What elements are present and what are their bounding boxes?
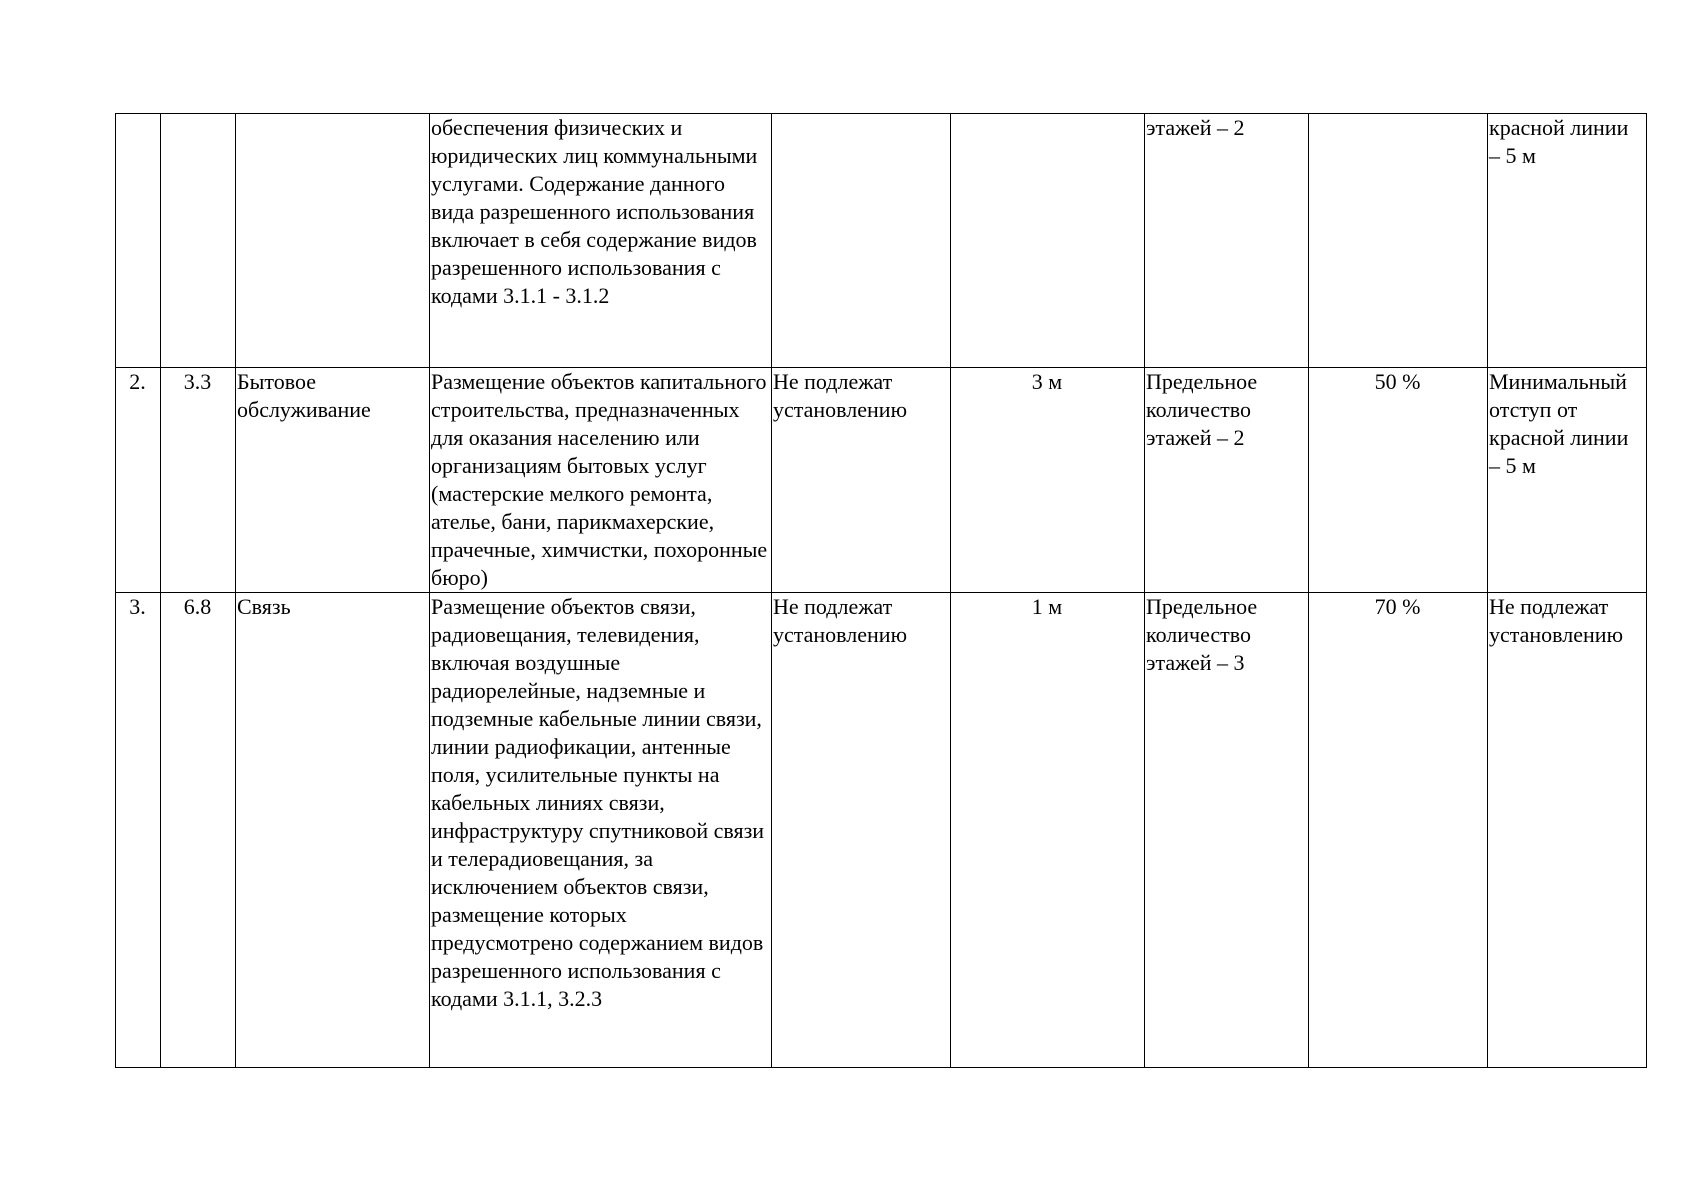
setback-cell: Не подлежат установлению	[1488, 593, 1647, 1068]
use-description-cell: обеспечения физических и юридических лиц коммунальными услугами. Содержание данного вида разрешенного использования включает в себя содержание видов разрешенного использования с кодами 3.1.1 - 3.1.2	[430, 114, 772, 368]
max-height-cell: 3 м	[951, 368, 1145, 593]
coverage-cell	[1309, 114, 1488, 368]
max-floors-cell: этажей – 2	[1145, 114, 1309, 368]
table-row	[116, 368, 1647, 593]
use-name-cell: Бытовое обслуживание	[236, 368, 430, 593]
min-area-cell: Не подлежат установлению	[772, 593, 951, 1068]
use-description-cell: Размещение объектов капитального строительства, предназначенных для оказания населению или организациям бытовых услуг (мастерские мелкого ремонта, ателье, бани, парикмахерские, прачечные, химчистки, похоронные бюро)	[430, 368, 772, 593]
coverage-cell: 50 %	[1309, 368, 1488, 593]
use-name-cell	[236, 114, 430, 368]
min-area-cell	[772, 114, 951, 368]
use-description-cell: Размещение объектов связи, радиовещания, телевидения, включая воздушные радиорелейные, надземные и подземные кабельные линии связи, линии радиофикации, антенные поля, усилительные пункты на кабельных линиях связи, инфраструктуру спутниковой связи и телерадиовещания, за исключением объектов связи, размещение которых предусмотрено содержанием видов разрешенного использования с кодами 3.1.1, 3.2.3	[430, 593, 772, 1068]
table-row	[116, 593, 1647, 1068]
max-floors-cell: Предельное количество этажей – 2	[1145, 368, 1309, 593]
row-number-cell: 2.	[116, 368, 161, 593]
row-number-cell	[116, 114, 161, 368]
use-code-cell: 3.3	[161, 368, 236, 593]
use-code-cell: 6.8	[161, 593, 236, 1068]
setback-cell: красной линии – 5 м	[1488, 114, 1647, 368]
coverage-cell: 70 %	[1309, 593, 1488, 1068]
max-height-cell: 1 м	[951, 593, 1145, 1068]
land-use-regulations-table	[115, 113, 1647, 1068]
max-height-cell	[951, 114, 1145, 368]
max-floors-cell: Предельное количество этажей – 3	[1145, 593, 1309, 1068]
table-row	[116, 114, 1647, 368]
min-area-cell: Не подлежат установлению	[772, 368, 951, 593]
setback-cell: Минимальный отступ от красной линии – 5 м	[1488, 368, 1647, 593]
row-number-cell: 3.	[116, 593, 161, 1068]
use-code-cell	[161, 114, 236, 368]
use-name-cell: Связь	[236, 593, 430, 1068]
